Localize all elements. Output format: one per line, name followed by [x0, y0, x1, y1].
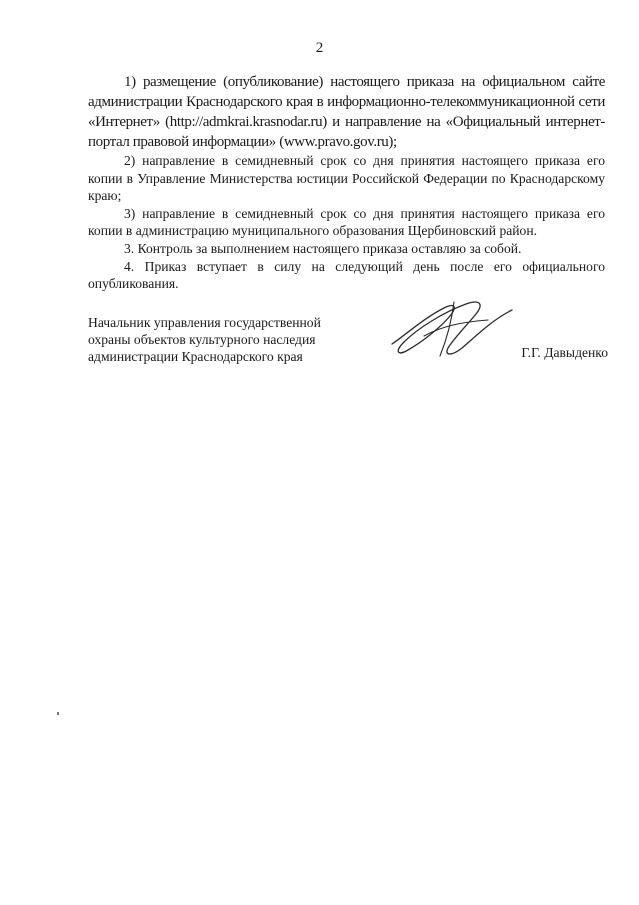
paragraph-effective-date: 4. Приказ вступает в силу на следующий день после его официального опубликования.	[88, 258, 605, 292]
scan-speck	[57, 712, 59, 715]
signatory-title-line: охраны объектов культурного наследия	[88, 332, 316, 348]
paragraph-publication: 1) размещение (опубликование) настоящего приказа на официальном сайте администрации Краснодарского края в информационно-телекоммуникационной сети «Интернет» (http://admkrai.krasnodar.ru) и направление на «Официальный интернет-портал правовой информации» (www.pravo.gov.ru);	[88, 74, 605, 150]
page-number: 2	[315, 40, 324, 56]
paragraph-control: 3. Контроль за выполнением настоящего приказа оставляю за собой.	[124, 240, 522, 256]
paragraph-municipal-copy: 3) направление в семидневный срок со дня принятия настоящего приказа его копии в администрацию муниципального образования Щербиновский район.	[88, 205, 605, 239]
handwritten-signature-icon	[384, 296, 524, 366]
document-body	[88, 72, 605, 293]
signatory-title-line: Начальник управления государственной	[88, 315, 321, 330]
signature-block	[88, 314, 608, 374]
signatory-title-line: администрации Краснодарского края	[88, 349, 303, 365]
paragraph-ministry-copy: 2) направление в семидневный срок со дня принятия настоящего приказа его копии в Управление Министерства юстиции Российской Федерации по Краснодарскому краю;	[88, 153, 605, 204]
signatory-name: Г.Г. Давыденко	[521, 345, 608, 360]
